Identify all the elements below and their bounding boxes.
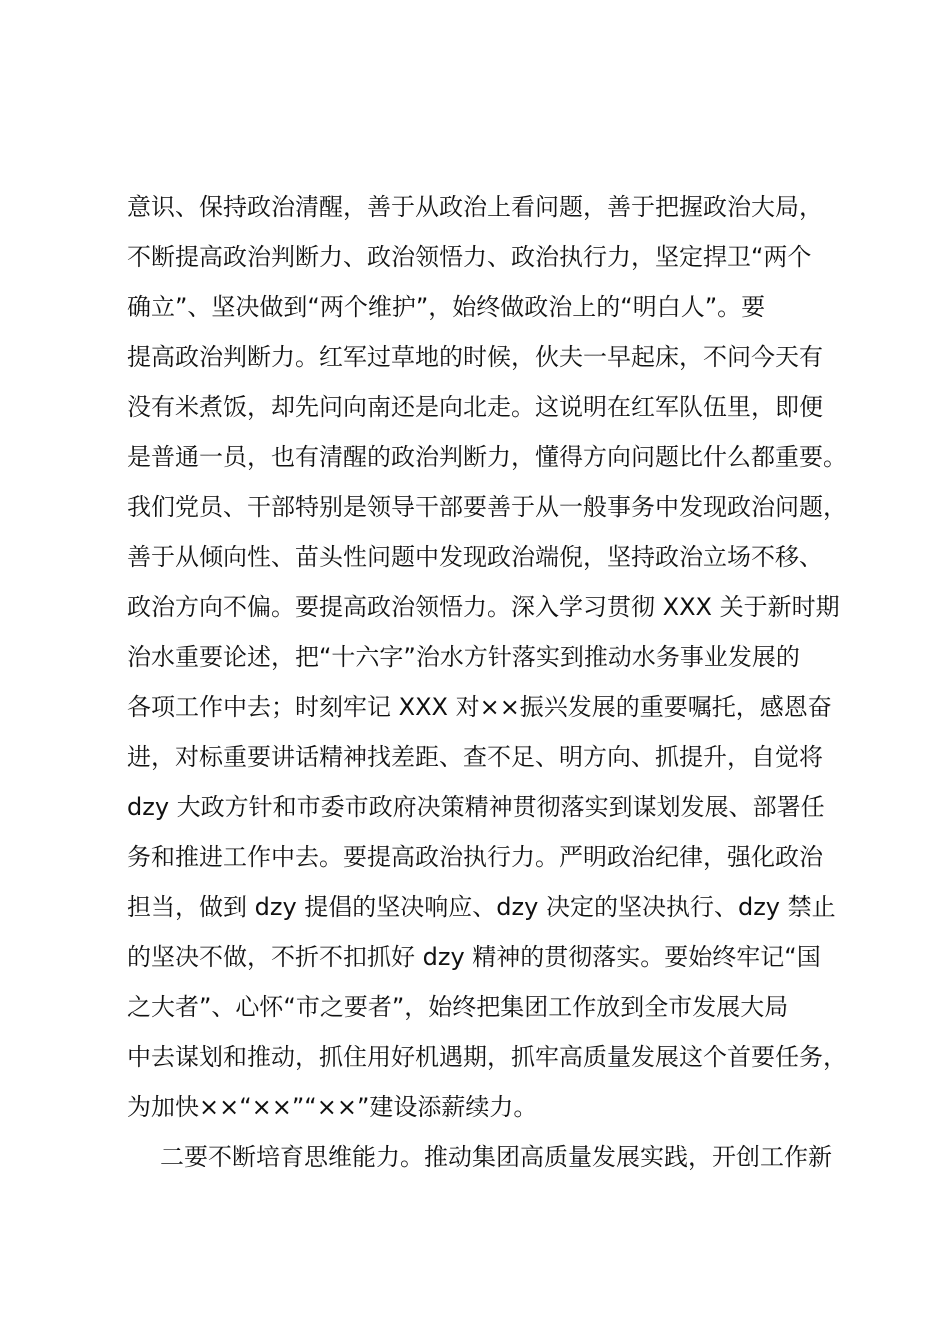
text-line: 确立”、坚决做到“两个维护”，始终做政治上的“明白人”。要 [127, 293, 766, 321]
text-line: 担当，做到 dzy 提倡的坚决响应、dzy 决定的坚决执行、dzy 禁止 [127, 893, 836, 921]
paragraph-start-line: 二要不断培育思维能力。推动集团高质量发展实践，开创工作新 [160, 1143, 832, 1171]
text-line: 提高政治判断力。红军过草地的时候，伙夫一早起床，不问今天有 [127, 343, 823, 371]
text-line: 为加快××“××”“××”建设添薪续力。 [127, 1093, 538, 1121]
text-line: 的坚决不做，不折不扣抓好 dzy 精神的贯彻落实。要始终牢记“国 [127, 943, 821, 971]
text-line: 意识、保持政治清醒，善于从政治上看问题，善于把握政治大局， [127, 193, 823, 221]
text-line: 进，对标重要讲话精神找差距、查不足、明方向、抓提升，自觉将 [127, 743, 823, 771]
body-text [127, 182, 852, 1182]
text-line: 政治方向不偏。要提高政治领悟力。深入学习贯彻 XXX 关于新时期 [127, 593, 840, 621]
text-line: dzy 大政方针和市委市政府决策精神贯彻落实到谋划发展、部署任 [127, 793, 825, 821]
text-line: 善于从倾向性、苗头性问题中发现政治端倪，坚持政治立场不移、 [127, 543, 823, 571]
text-line: 是普通一员，也有清醒的政治判断力，懂得方向问题比什么都重要。 [127, 443, 847, 471]
text-line: 之大者”、心怀“市之要者”，始终把集团工作放到全市发展大局 [127, 993, 789, 1021]
text-line: 中去谋划和推动，抓住用好机遇期，抓牢高质量发展这个首要任务， [127, 1043, 847, 1071]
text-line: 我们党员、干部特别是领导干部要善于从一般事务中发现政治问题， [127, 493, 847, 521]
text-line: 不断提高政治判断力、政治领悟力、政治执行力，坚定捍卫“两个 [127, 243, 812, 271]
text-line: 务和推进工作中去。要提高政治执行力。严明政治纪律，强化政治 [127, 843, 823, 871]
text-line: 没有米煮饭，却先问向南还是向北走。这说明在红军队伍里，即便 [127, 393, 823, 421]
text-line: 各项工作中去；时刻牢记 XXX 对××振兴发展的重要嘱托，感恩奋 [127, 693, 832, 721]
text-line: 治水重要论述，把“十六字”治水方针落实到推动水务事业发展的 [127, 643, 800, 671]
